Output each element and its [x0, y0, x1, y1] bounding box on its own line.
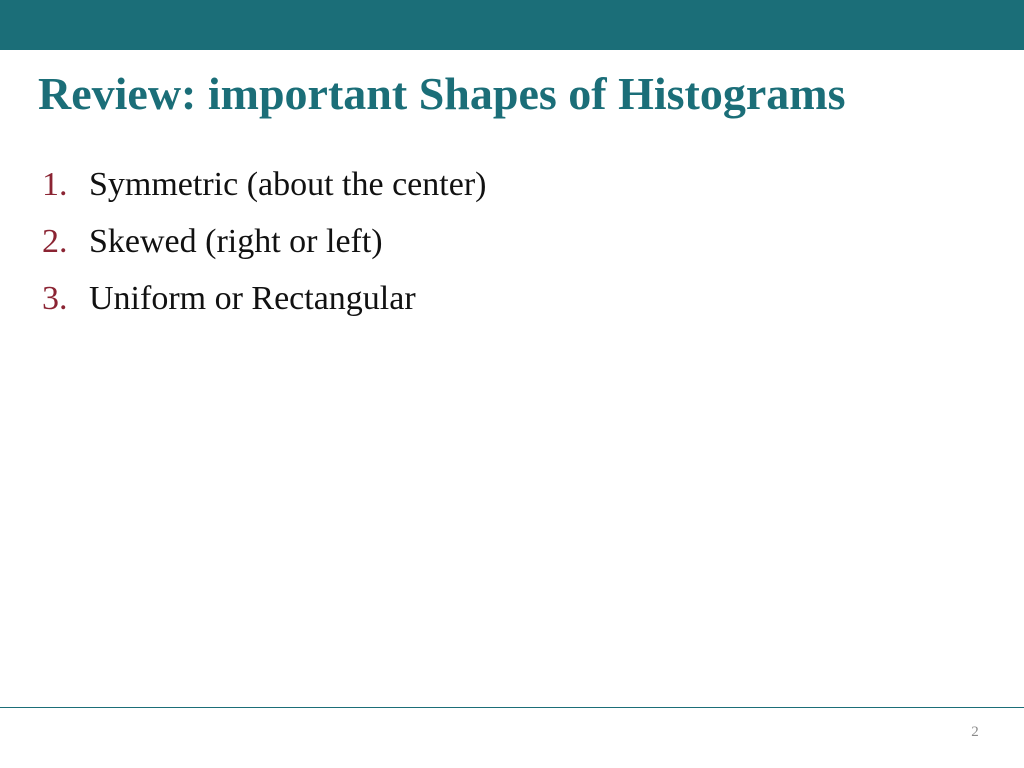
footer-divider — [0, 707, 1024, 708]
list-item-text: Uniform or Rectangular — [89, 280, 416, 317]
list-item — [42, 270, 486, 327]
list-item-number: 3. — [42, 280, 68, 317]
list-item — [42, 156, 486, 213]
header-bar — [0, 0, 1024, 50]
list-item-text: Symmetric (about the center) — [89, 166, 487, 203]
list-item-number: 1. — [42, 166, 68, 203]
list-item-number: 2. — [42, 223, 68, 260]
list-item — [42, 213, 486, 270]
page-number: 2 — [971, 724, 979, 740]
list-item-text: Skewed (right or left) — [89, 223, 383, 260]
slide-title: Review: important Shapes of Histograms — [38, 68, 846, 119]
numbered-list — [42, 156, 486, 327]
